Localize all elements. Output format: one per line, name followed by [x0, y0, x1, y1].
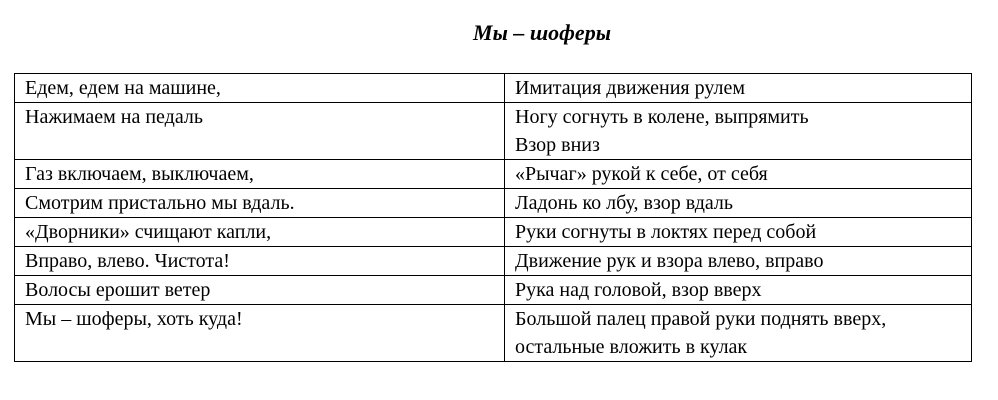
verse-line-cell	[15, 103, 505, 160]
movement-cell	[505, 160, 972, 189]
table-row	[15, 103, 972, 160]
movement-cell	[505, 74, 972, 103]
verse-line: Газ включаем, выключаем,	[25, 163, 254, 185]
movement-cell	[505, 276, 972, 305]
movement-cell	[505, 189, 972, 218]
verse-line: Нажимаем на педаль	[25, 106, 203, 128]
verse-line-cell	[15, 305, 505, 362]
verse-line: «Дворники» счищают капли,	[25, 221, 272, 243]
table-row	[15, 218, 972, 247]
movement-line: Ладонь ко лбу, взор вдаль	[515, 192, 734, 214]
verse-line: Смотрим пристально мы вдаль.	[25, 192, 295, 214]
movement-cell	[505, 247, 972, 276]
verse-line: Волосы ерошит ветер	[25, 279, 211, 301]
movement-line: Большой палец правой руки поднять вверх,	[515, 308, 887, 330]
movement-cell	[505, 218, 972, 247]
movement-line: Взор вниз	[515, 134, 600, 156]
verse-line: Мы – шоферы, хоть куда!	[25, 308, 243, 330]
page-title: Мы – шоферы	[473, 20, 611, 45]
verse-line-cell	[15, 276, 505, 305]
movement-line: остальные вложить в кулак	[515, 336, 748, 358]
table-row	[15, 305, 972, 362]
table-row	[15, 189, 972, 218]
table-row	[15, 74, 972, 103]
verse-line-cell	[15, 247, 505, 276]
movement-line: «Рычаг» рукой к себе, от себя	[515, 163, 768, 185]
table-row	[15, 247, 972, 276]
poem-actions-table	[14, 73, 972, 362]
verse-line-cell	[15, 160, 505, 189]
movement-line: Имитация движения рулем	[515, 77, 745, 99]
movement-line: Движение рук и взора влево, вправо	[515, 250, 824, 272]
table-body	[15, 74, 972, 362]
verse-line-cell	[15, 189, 505, 218]
movement-line: Руки согнуты в локтях перед собой	[515, 221, 817, 243]
movement-line: Рука над головой, взор вверх	[515, 279, 762, 301]
table-row	[15, 160, 972, 189]
movement-line: Ногу согнуть в колене, выпрямить	[515, 106, 809, 128]
movement-cell	[505, 305, 972, 362]
verse-line-cell	[15, 74, 505, 103]
table-row	[15, 276, 972, 305]
movement-cell	[505, 103, 972, 160]
verse-line: Едем, едем на машине,	[25, 77, 221, 99]
verse-line: Вправо, влево. Чистота!	[25, 250, 230, 272]
verse-line-cell	[15, 218, 505, 247]
